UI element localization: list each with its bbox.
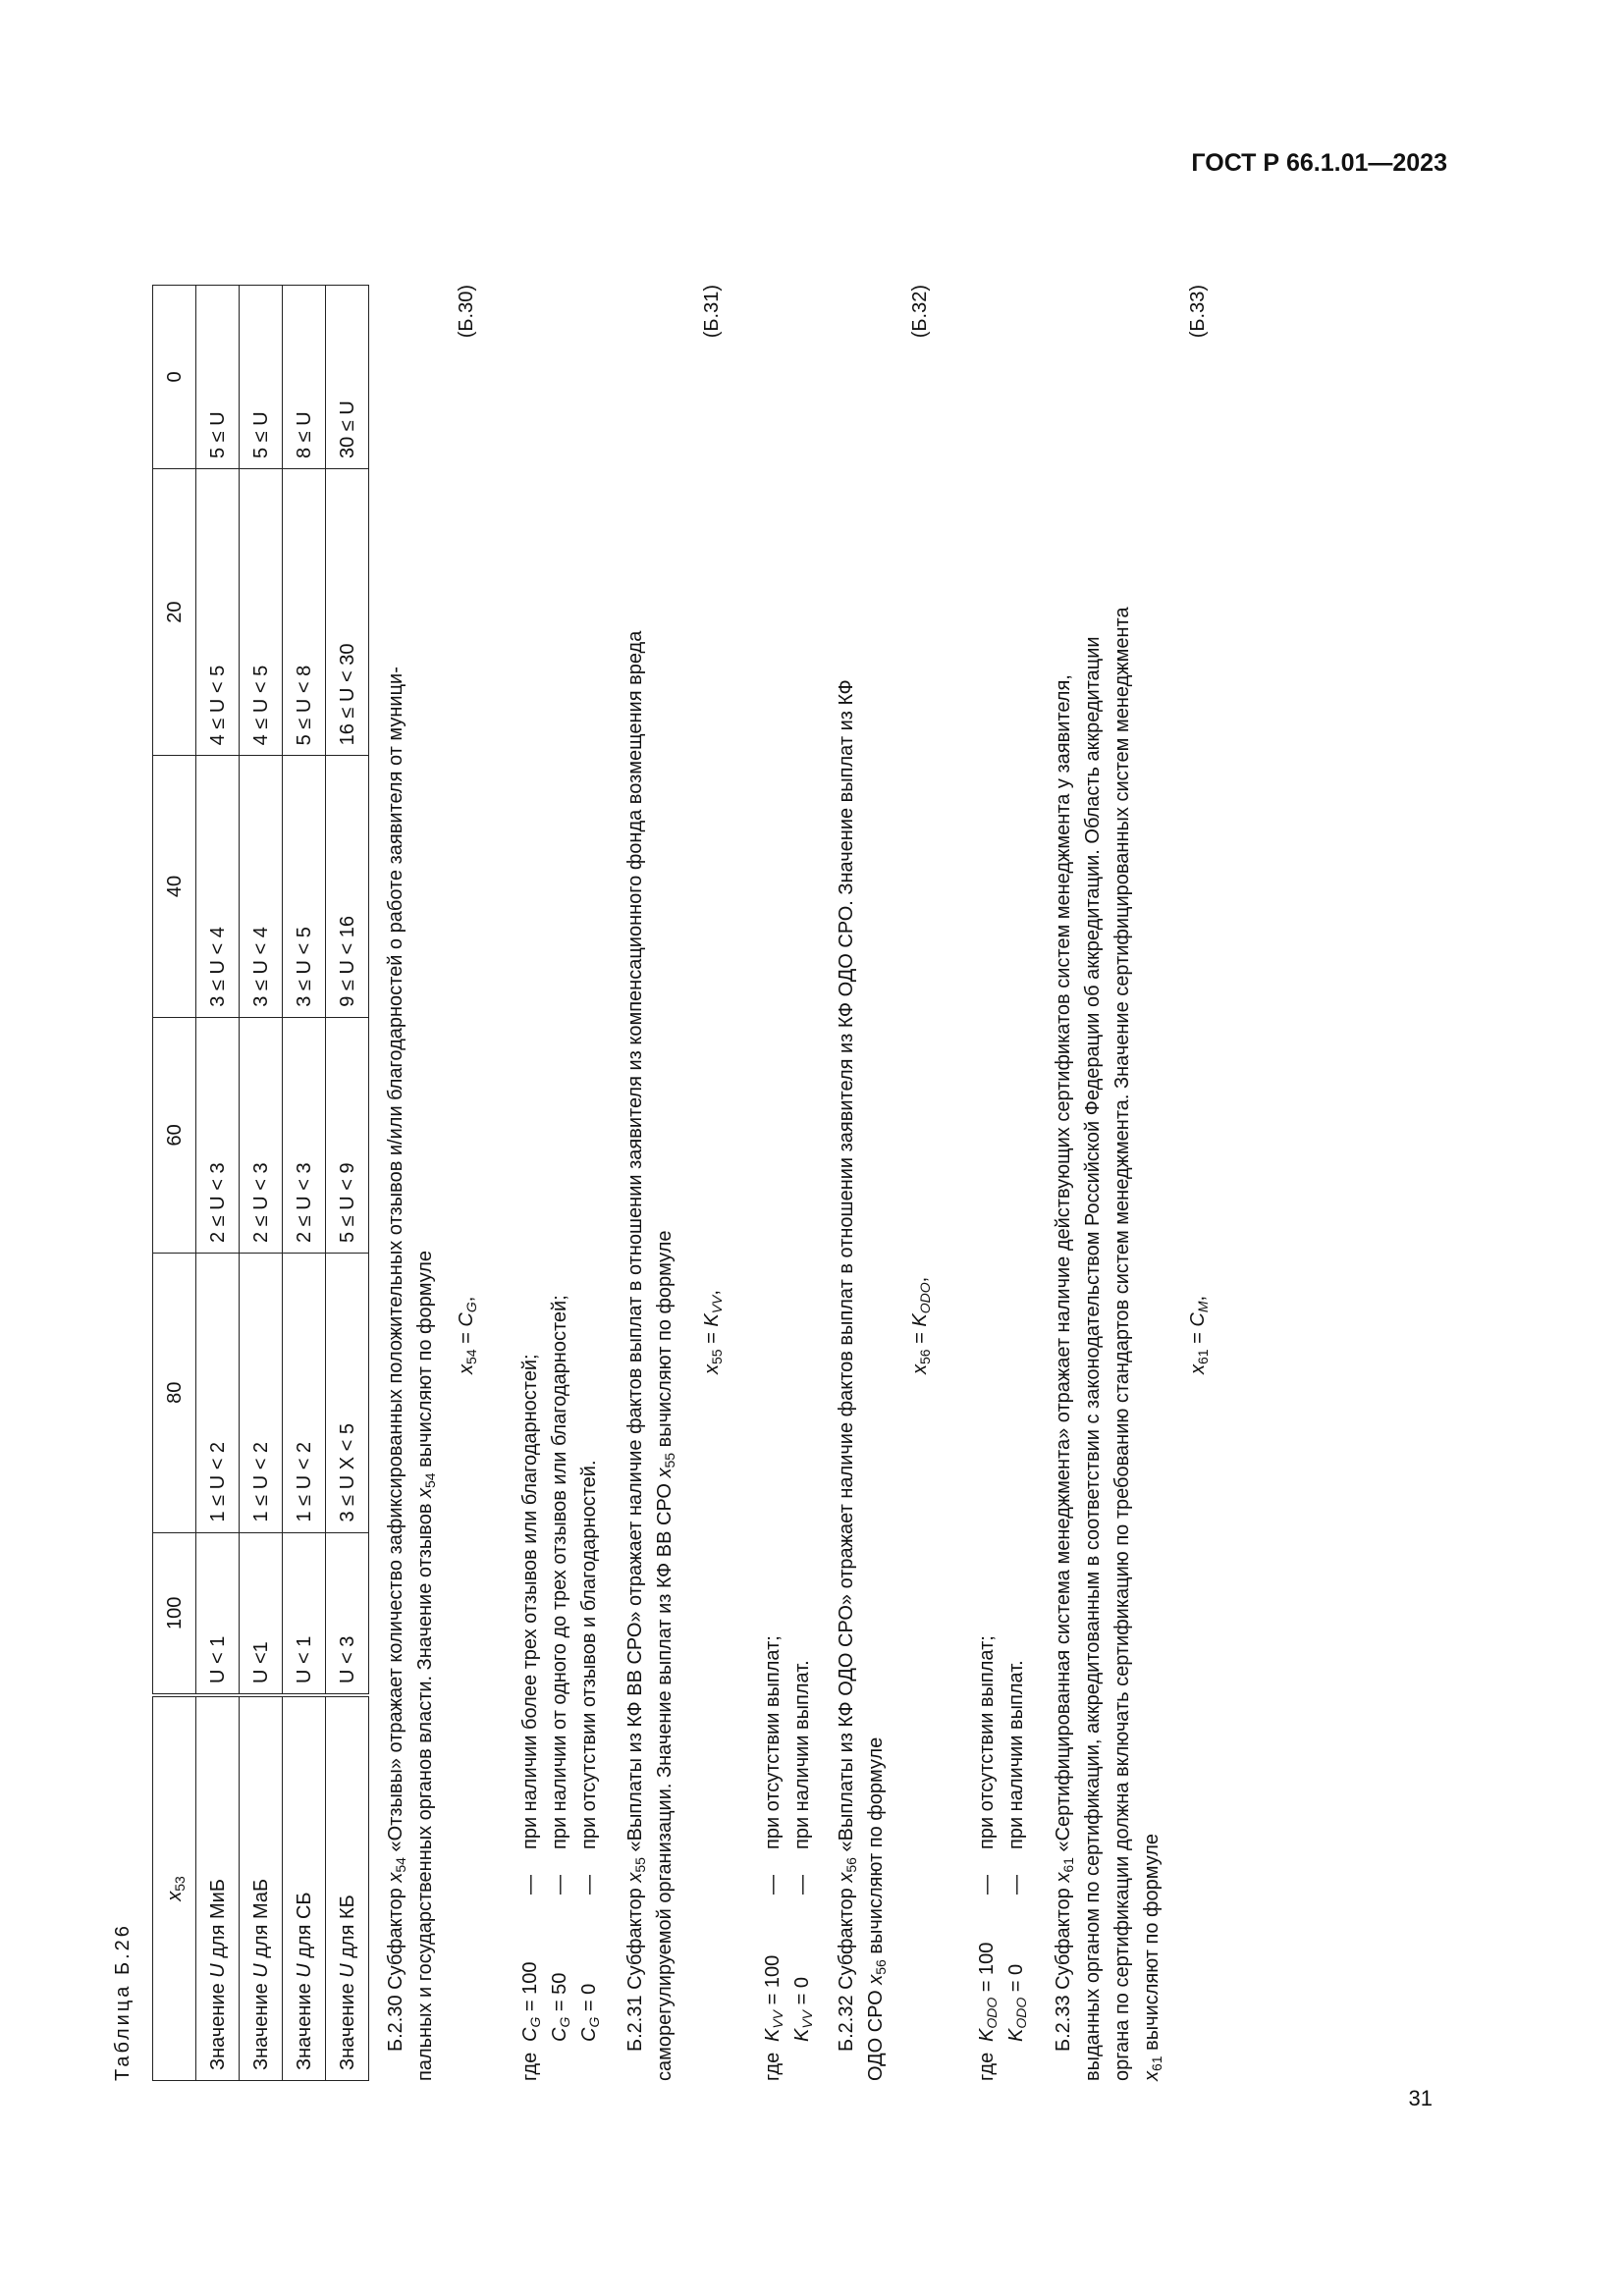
- table-row: [326, 286, 369, 2081]
- table-cell: 3 ≤ U < 5: [283, 756, 326, 1017]
- table-cell: 4 ≤ U < 5: [196, 468, 240, 755]
- table-row: [196, 286, 240, 2081]
- paragraph-b2-30-cont: пальных и государственных органов власти. Значение отзывов $x_{54}$ вычисляют по формуле: [414, 1250, 438, 2081]
- table-cell: 1 ≤ U < 2: [196, 1253, 240, 1532]
- page-number: 31: [1408, 2086, 1433, 2110]
- col-header: 20: [153, 468, 196, 755]
- formula-number-b31: (Б.31): [701, 285, 723, 339]
- table-cell: 2 ≤ U < 3: [240, 1017, 283, 1253]
- paragraph-b2-31: Б.2.31 Субфактор $x_{55}$ «Выплаты из КФ ВВ СРО» отражает наличие фактов выплат в отношении заявителя из компенсационного фонда возмещения вреда: [624, 630, 648, 2052]
- paragraph-b2-33-line4: $x_{61}$ вычисляют по формуле: [1141, 1833, 1164, 2081]
- table-caption: Таблица Б.26: [112, 1923, 134, 2081]
- paragraph-b2-30: Б.2.30 Субфактор $x_{54}$ «Отзывы» отражает количество зафиксированных положительных отзывов и/или благодарностей о работе заявителя от муници-: [385, 667, 408, 2052]
- definition-row: где $K_{VV} = 100$ — при отсутствии выплат;: [762, 1635, 785, 2081]
- definitions-b32: [972, 1635, 1031, 2081]
- formula-b33: $x_{61} = C_M$,: [1187, 1295, 1211, 1374]
- rotated-page-content: [108, 226, 1424, 2081]
- table-cell: U < 1: [196, 1532, 240, 1695]
- table-cell: 2 ≤ U < 3: [196, 1017, 240, 1253]
- definition-row: где $K_{ODO} = 100$ — при отсутствии выплат;: [976, 1635, 1000, 2081]
- table-row: [283, 286, 326, 2081]
- row-label: Значение U для КБ: [326, 1695, 369, 2081]
- table-cell: 3 ≤ U X < 5: [326, 1253, 369, 1532]
- table-cell: 2 ≤ U < 3: [283, 1017, 326, 1253]
- table-cell: U < 3: [326, 1532, 369, 1695]
- table-cell: 9 ≤ U < 16: [326, 756, 369, 1017]
- table-cell: 3 ≤ U < 4: [196, 756, 240, 1017]
- table-cell: 1 ≤ U < 2: [283, 1253, 326, 1532]
- paragraph-b2-32: Б.2.32 Субфактор $x_{56}$ «Выплаты из КФ ОДО СРО» отражает наличие фактов выплат в отношении заявителя из КФ ОДО СРО. Значение выплат из КФ: [836, 679, 859, 2052]
- definition-row: $K_{ODO} = 0$ — при наличии выплат.: [1005, 1660, 1029, 2042]
- formula-b31: $x_{55} = K_{VV}$,: [701, 1290, 725, 1374]
- row-label: Значение U для СБ: [283, 1695, 326, 2081]
- table-cell: U <1: [240, 1532, 283, 1695]
- formula-b32: $x_{56} = K_{ODO}$,: [909, 1276, 933, 1374]
- formula-b30: $x_{54} = C_G$,: [456, 1296, 479, 1374]
- row-label: Значение U для МаБ: [240, 1695, 283, 2081]
- table-header-row: [153, 286, 196, 2081]
- table-cell: 8 ≤ U: [283, 286, 326, 469]
- definition-row: $C_G = 50$ — при наличии от одного до трех отзывов или благодарностей;: [549, 1295, 572, 2042]
- col-header: 0: [153, 286, 196, 469]
- row-label: Значение U для МиБ: [196, 1695, 240, 2081]
- table-row: [240, 286, 283, 2081]
- table-b26: [152, 285, 369, 2081]
- col-header: 40: [153, 756, 196, 1017]
- table-cell: 30 ≤ U: [326, 286, 369, 469]
- table-cell: 3 ≤ U < 4: [240, 756, 283, 1017]
- paragraph-b2-33-line2: выданных органом по сертификации, аккредитованным в соответствии с законодательством Российской Федерации об аккредитации. Область аккредитации: [1082, 636, 1104, 2081]
- formula-number-b32: (Б.32): [909, 285, 931, 339]
- table-cell: 5 ≤ U: [240, 286, 283, 469]
- paragraph-b2-31-cont: саморегулируемой организации. Значение выплат из КФ ВВ СРО $x_{55}$ вычисляют по формуле: [654, 1230, 677, 2081]
- formula-number-b33: (Б.33): [1187, 285, 1209, 339]
- definition-row: $K_{VV} = 0$ — при наличии выплат.: [791, 1660, 815, 2042]
- table-cell: 5 ≤ U < 9: [326, 1017, 369, 1253]
- definition-row: где $C_G = 100$ — при наличии более трех отзывов или благодарностей;: [519, 1354, 543, 2081]
- definitions-b31: [758, 1635, 817, 2081]
- paragraph-b2-33-line3: органа по сертификации должна включать сертификацию по требованию стандартов систем менеджмента. Значение сертифицированных систем менеджмента: [1111, 607, 1133, 2081]
- col-header: 60: [153, 1017, 196, 1253]
- definitions-b30: [515, 1295, 604, 2081]
- table-corner-cell: $x_{53}$: [153, 1695, 196, 2081]
- paragraph-b2-32-cont: ОДО СРО $x_{56}$ вычисляют по формуле: [865, 1736, 889, 2081]
- paragraph-b2-33: Б.2.33 Субфактор $x_{61}$ «Сертифицированная система менеджмента» отражает наличие действующих сертификатов систем менеджмента у заявителя,: [1053, 674, 1076, 2052]
- formula-number-b30: (Б.30): [456, 285, 477, 339]
- table-cell: 4 ≤ U < 5: [240, 468, 283, 755]
- table-cell: 5 ≤ U < 8: [283, 468, 326, 755]
- col-header: 80: [153, 1253, 196, 1532]
- document-header: ГОСТ Р 66.1.01—2023: [1191, 149, 1447, 177]
- col-header: 100: [153, 1532, 196, 1695]
- definition-row: $C_G = 0$ — при отсутствии отзывов и благодарностей.: [578, 1460, 602, 2042]
- table-cell: 1 ≤ U < 2: [240, 1253, 283, 1532]
- table-cell: U < 1: [283, 1532, 326, 1695]
- table-cell: 5 ≤ U: [196, 286, 240, 469]
- table-cell: 16 ≤ U < 30: [326, 468, 369, 755]
